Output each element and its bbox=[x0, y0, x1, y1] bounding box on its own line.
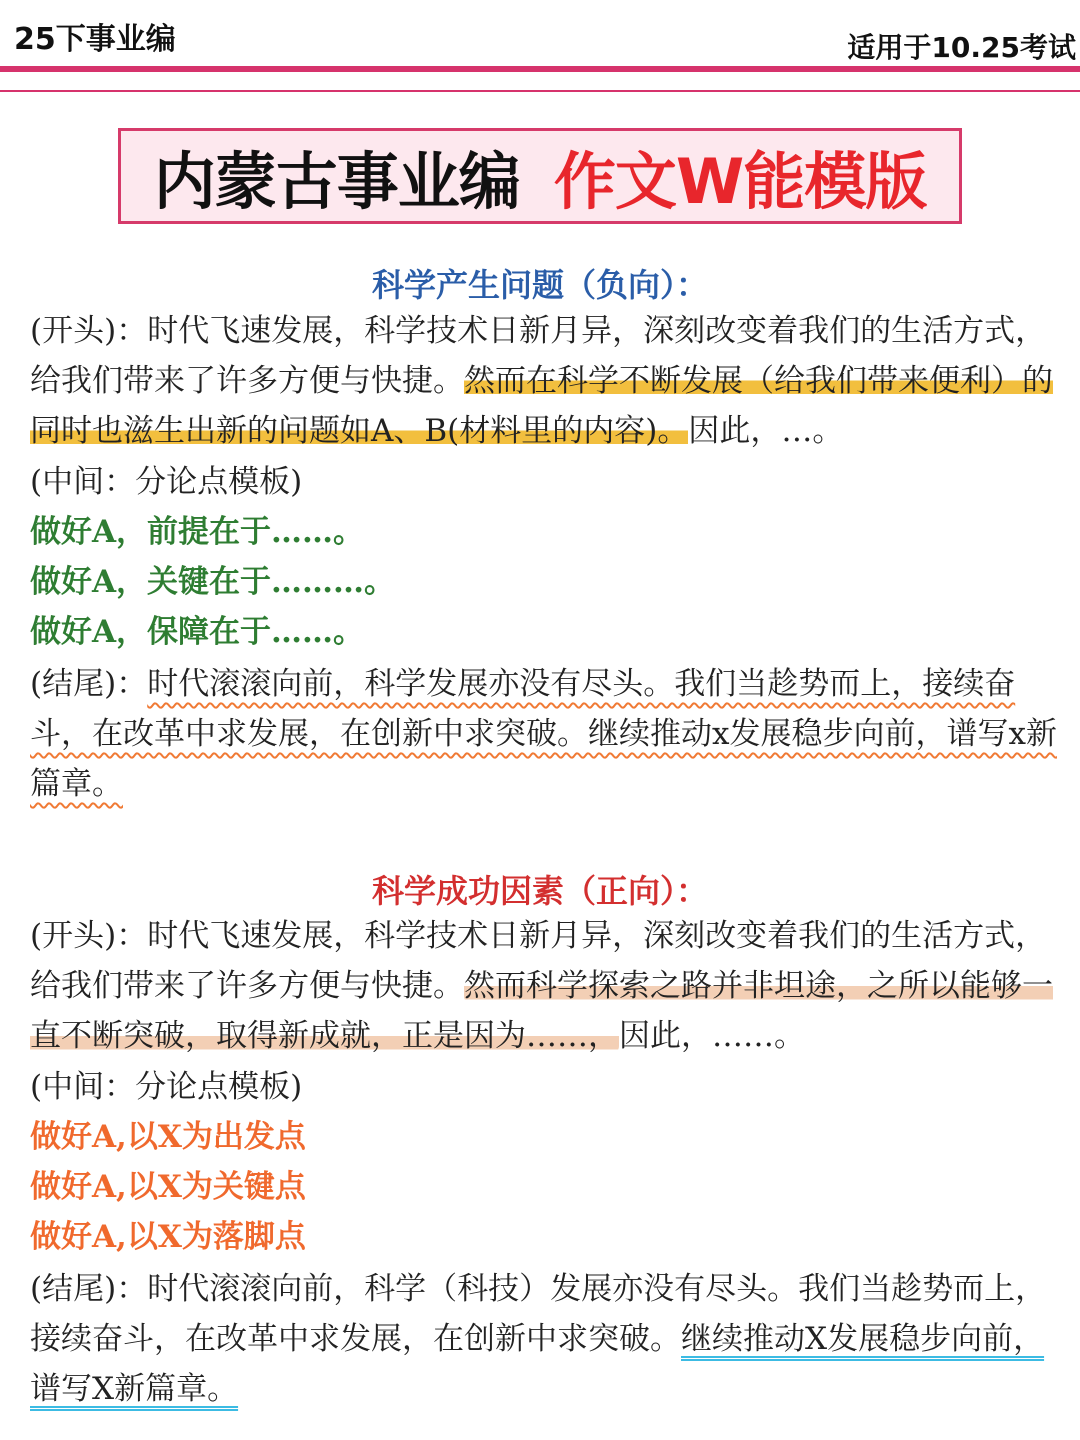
header-left-label: 25下事业编 bbox=[14, 22, 176, 57]
title-main: 内蒙古事业编 bbox=[153, 144, 520, 218]
section2-opening-tail: 因此，……。 bbox=[619, 1018, 805, 1054]
section1-point-3: 做好A，保障在于……。 bbox=[30, 614, 365, 650]
section1-opening-highlight: 然而在科学不断发展（给我们带来便利）的同时也滋生出新的问题如A、B(材料里的内容)。 bbox=[30, 363, 1053, 449]
section1-ending-text: 时代滚滚向前，科学发展亦没有尽头。我们当趁势而上，接续奋斗，在改革中求发展，在创新中求突破。继续推动x发展稳步向前，谱写x新篇章。 bbox=[30, 666, 1057, 802]
section2-point-2: 做好A,以X为关键点 bbox=[30, 1169, 306, 1205]
section1-opening bbox=[30, 306, 1060, 456]
section1-opening-text: (开头)：时代飞速发展，科学技术日新月异，深刻改变着我们的生活方式，给我们带来了许多方便与快捷。 bbox=[30, 313, 1047, 399]
section2-ending-text: (结尾)：时代滚滚向前，科学（科技）发展亦没有尽头。我们当趁势而上，接续奋斗，在改革中求发展，在创新中求突破。 bbox=[30, 1271, 1047, 1357]
section1-opening-tail: 因此，…。 bbox=[688, 413, 844, 449]
section2-heading: 科学成功因素（正向）： bbox=[371, 872, 708, 910]
header-divider-thick bbox=[0, 66, 1080, 72]
section2-point-3: 做好A,以X为落脚点 bbox=[30, 1219, 306, 1255]
section2-middle-label: (中间：分论点模板) bbox=[30, 1069, 303, 1105]
section2-ending-underline: 继续推动X发展稳步向前，谱写X新篇章。 bbox=[30, 1321, 1045, 1407]
section2-opening bbox=[30, 911, 1060, 1061]
section1-ending bbox=[30, 659, 1060, 809]
header-right-label: 适用于10.25考试 bbox=[847, 31, 1076, 64]
title-accent: 作文W能模版 bbox=[553, 144, 927, 218]
section1-middle-label: (中间：分论点模板) bbox=[30, 464, 303, 500]
section1-heading: 科学产生问题（负向）： bbox=[371, 266, 708, 304]
section1-point-2: 做好A，关键在于………。 bbox=[30, 564, 396, 600]
section1-point-1: 做好A，前提在于……。 bbox=[30, 514, 365, 550]
header-divider-thin bbox=[0, 90, 1080, 92]
section2-opening-text: (开头)：时代飞速发展，科学技术日新月异，深刻改变着我们的生活方式，给我们带来了许多方便与快捷。 bbox=[30, 918, 1047, 1004]
title-banner bbox=[118, 128, 962, 224]
section1-ending-label: (结尾)： bbox=[30, 666, 148, 702]
section2-point-1: 做好A,以X为出发点 bbox=[30, 1119, 306, 1155]
section2-ending bbox=[30, 1264, 1060, 1414]
section2-opening-highlight: 然而科学探索之路并非坦途，之所以能够一直不断突破，取得新成就，正是因为……， bbox=[30, 968, 1053, 1054]
